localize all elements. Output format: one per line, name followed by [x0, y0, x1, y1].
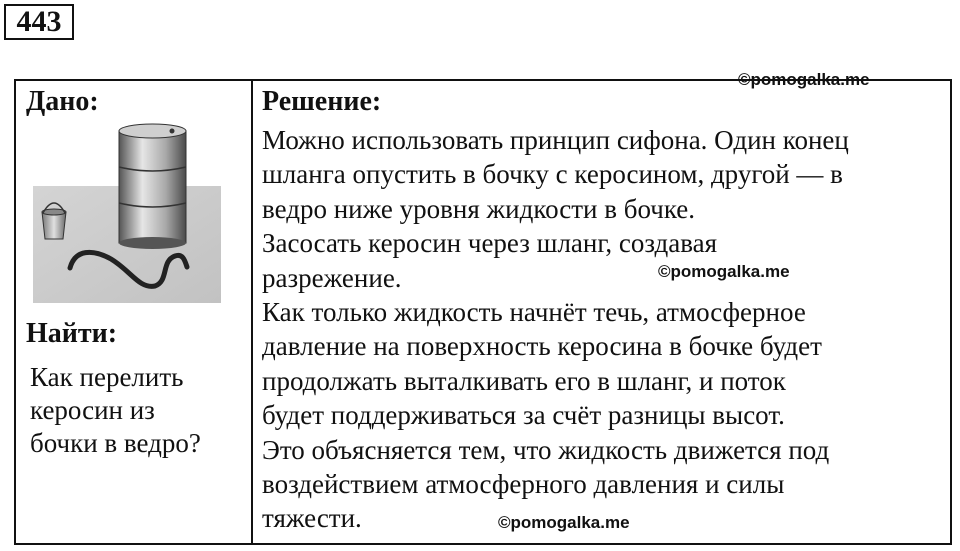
- watermark: ©pomogalka.me: [738, 70, 870, 89]
- solution-line: Можно использовать принцип сифона. Один конец: [262, 125, 849, 155]
- solution-line: воздействием атмосферного давления и силы: [262, 469, 785, 500]
- question-text: [30, 361, 245, 460]
- solution-line: продолжать выталкивать его в шланг, и поток: [262, 365, 786, 396]
- problem-number: 443: [4, 4, 74, 40]
- solution-table: [14, 79, 952, 545]
- solution-header: Решение:: [262, 86, 382, 117]
- column-divider: [251, 81, 253, 543]
- watermark: ©pomogalka.me: [498, 513, 630, 532]
- solution-line: разрежение.: [262, 262, 402, 293]
- solution-line: тяжести.: [262, 503, 362, 534]
- solution-line: Как только жидкость начнёт течь, атмосферное: [262, 297, 806, 328]
- solution-line: шланга опустить в бочку с керосином, другой — в: [262, 159, 843, 190]
- question-line: бочки в ведро?: [30, 428, 201, 458]
- solution-line: ведро ниже уровня жидкости в бочке.: [262, 193, 696, 224]
- solution-text: [262, 123, 952, 536]
- question-line: Как перелить: [30, 362, 184, 392]
- find-header: Найти:: [26, 318, 118, 349]
- solution-line: Это объясняется тем, что жидкость движется под: [262, 434, 830, 465]
- given-header: Дано:: [26, 86, 99, 117]
- solution-line: Засосать керосин через шланг, создавая: [262, 228, 718, 259]
- solution-line: будет поддерживаться за счёт разницы высот.: [262, 400, 785, 431]
- watermark: ©pomogalka.me: [658, 262, 790, 281]
- solution-line: давление на поверхность керосина в бочке будет: [262, 331, 822, 362]
- question-line: керосин из: [30, 395, 155, 425]
- barrel-bucket-hose-icon: [33, 121, 223, 303]
